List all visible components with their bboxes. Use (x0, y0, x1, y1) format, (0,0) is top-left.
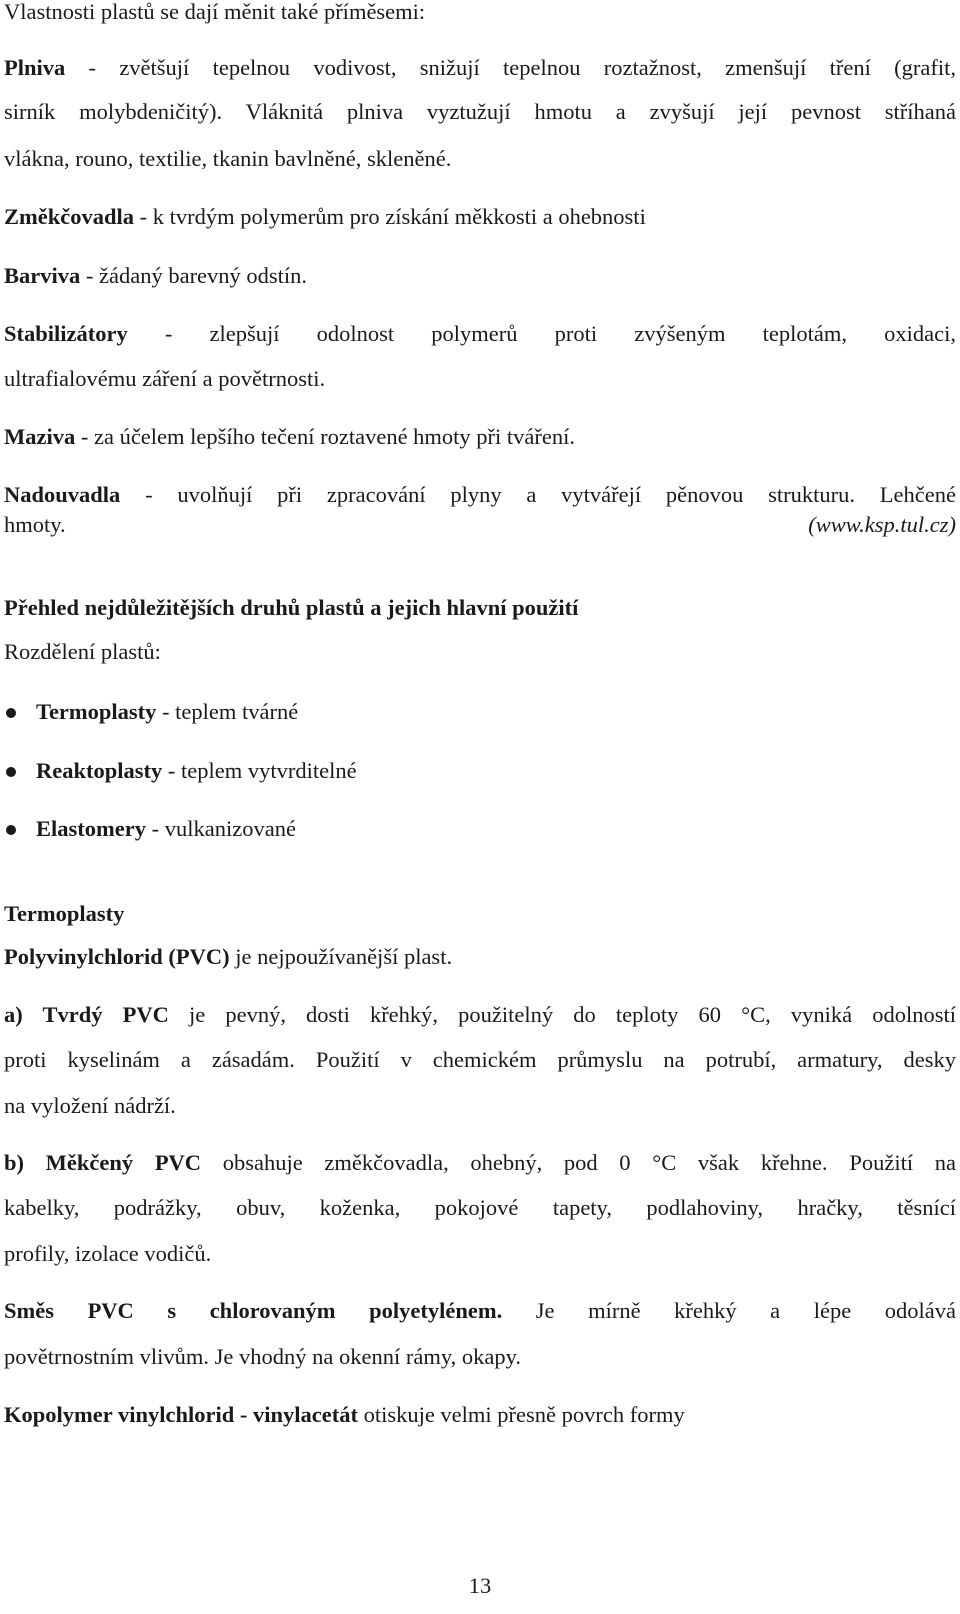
intro-text: Vlastnosti plastů se dají měnit také příměsemi: (4, 0, 426, 24)
nadouvadla-line-1 (4, 481, 956, 509)
mekceny-text-2: kabelky, podrážky, obuv, koženka, pokojové tapety, podlahoviny, hračky, těsnící (4, 1195, 956, 1220)
intro-line (4, 0, 956, 26)
zmekcovadla-term: Změkčovadla (4, 204, 135, 229)
tvrdy-term: a) Tvrdý PVC (4, 1002, 169, 1027)
bullet-text-3: - vulkanizované (145, 816, 296, 841)
bullet-text-2: - teplem vytvrditelné (162, 758, 357, 783)
overview-subheading (4, 638, 956, 666)
bullet-term-3: Elastomery (36, 816, 146, 841)
bullet-term-1: Termoplasty (36, 699, 157, 724)
bullet-icon (6, 767, 16, 777)
nadouvadla-text-1: - uvolňují při zpracování plyny a vytvářejí pěnovou strukturu. Lehčené (120, 482, 956, 507)
plniva-line-1 (4, 54, 956, 82)
zmekcovadla-line (4, 203, 956, 231)
maziva-term: Maziva (4, 424, 76, 449)
overview-heading (4, 594, 956, 622)
plniva-text-3: vlákna, rouno, textilie, tkanin bavlněné, skleněné. (4, 146, 452, 171)
plniva-line-2 (4, 98, 956, 126)
stabilizatory-term: Stabilizátory (4, 321, 128, 346)
pvc-text: je nejpoužívanější plast. (229, 944, 453, 969)
nadouvadla-text-2: hmoty. (4, 512, 66, 537)
kopolymer-line (4, 1401, 956, 1429)
plniva-term: Plniva (4, 55, 66, 80)
tvrdy-text-3: na vyložení nádrží. (4, 1093, 176, 1118)
nadouvadla-line-2 (4, 511, 956, 539)
tvrdy-line-1 (4, 1001, 956, 1029)
kopolymer-text: otiskuje velmi přesně povrch formy (357, 1402, 685, 1427)
bullet-icon (6, 825, 16, 835)
zmekcovadla-text: - k tvrdým polymerům pro získání měkkosti a ohebnosti (134, 204, 646, 229)
overview-subheading-text: Rozdělení plastů: (4, 639, 161, 664)
maziva-line (4, 423, 956, 451)
barviva-line (4, 262, 956, 290)
tvrdy-line-3 (4, 1092, 956, 1120)
stabilizatory-text-2: ultrafialovému záření a povětrnosti. (4, 366, 326, 391)
smes-line-2 (4, 1343, 956, 1371)
termoplasty-heading (4, 900, 956, 928)
termoplasty-heading-text: Termoplasty (4, 901, 125, 926)
nadouvadla-term: Nadouvadla (4, 482, 121, 507)
bullet-term-2: Reaktoplasty (36, 758, 163, 783)
tvrdy-text-1: je pevný, dosti křehký, použitelný do teploty 60 °C, vyniká odolností (168, 1002, 956, 1027)
mekceny-text-1: obsahuje změkčovadla, ohebný, pod 0 °C však křehne. Použití na (201, 1150, 956, 1175)
kopolymer-term: Kopolymer vinylchlorid - vinylacetát (4, 1402, 358, 1427)
smes-text-2: povětrnostním vlivům. Je vhodný na okenní rámy, okapy. (4, 1344, 522, 1369)
stabilizatory-text-1: - zlepšují odolnost polymerů proti zvýšeným teplotám, oxidaci, (127, 321, 956, 346)
bullet-icon (6, 708, 16, 718)
pvc-term: Polyvinylchlorid (PVC) (4, 944, 230, 969)
mekceny-text-3: profily, izolace vodičů. (4, 1241, 212, 1266)
nadouvadla-source: (www.ksp.tul.cz) (808, 512, 956, 537)
plniva-text-2: sirník molybdeničitý). Vláknitá plniva vyztužují hmotu a zvyšují její pevnost stříhaná (4, 99, 956, 124)
stabilizatory-line-2 (4, 365, 956, 393)
smes-text-1: Je mírně křehký a lépe odolává (502, 1298, 956, 1323)
page-number: 13 (468, 1573, 492, 1598)
mekceny-line-1 (4, 1149, 956, 1177)
stabilizatory-line-1 (4, 320, 956, 348)
barviva-text: - žádaný barevný odstín. (80, 263, 308, 288)
tvrdy-text-2: proti kyselinám a zásadám. Použití v chemickém průmyslu na potrubí, armatury, desky (4, 1047, 956, 1072)
smes-term: Směs PVC s chlorovaným polyetylénem. (4, 1298, 503, 1323)
mekceny-line-2 (4, 1194, 956, 1222)
plniva-text-1: - zvětšují tepelnou vodivost, snižují tepelnou roztažnost, zmenšují tření (grafit, (65, 55, 956, 80)
tvrdy-line-2 (4, 1046, 956, 1074)
barviva-term: Barviva (4, 263, 81, 288)
pvc-line (4, 943, 956, 971)
smes-line-1 (4, 1297, 956, 1325)
mekceny-line-3 (4, 1240, 956, 1268)
bullet-text-1: - teplem tvárné (156, 699, 299, 724)
mekceny-term: b) Měkčený PVC (4, 1150, 202, 1175)
plniva-line-3 (4, 145, 956, 173)
maziva-text: - za účelem lepšího tečení roztavené hmoty při tváření. (75, 424, 576, 449)
overview-heading-text: Přehled nejdůležitějších druhů plastů a jejich hlavní použití (4, 595, 579, 620)
